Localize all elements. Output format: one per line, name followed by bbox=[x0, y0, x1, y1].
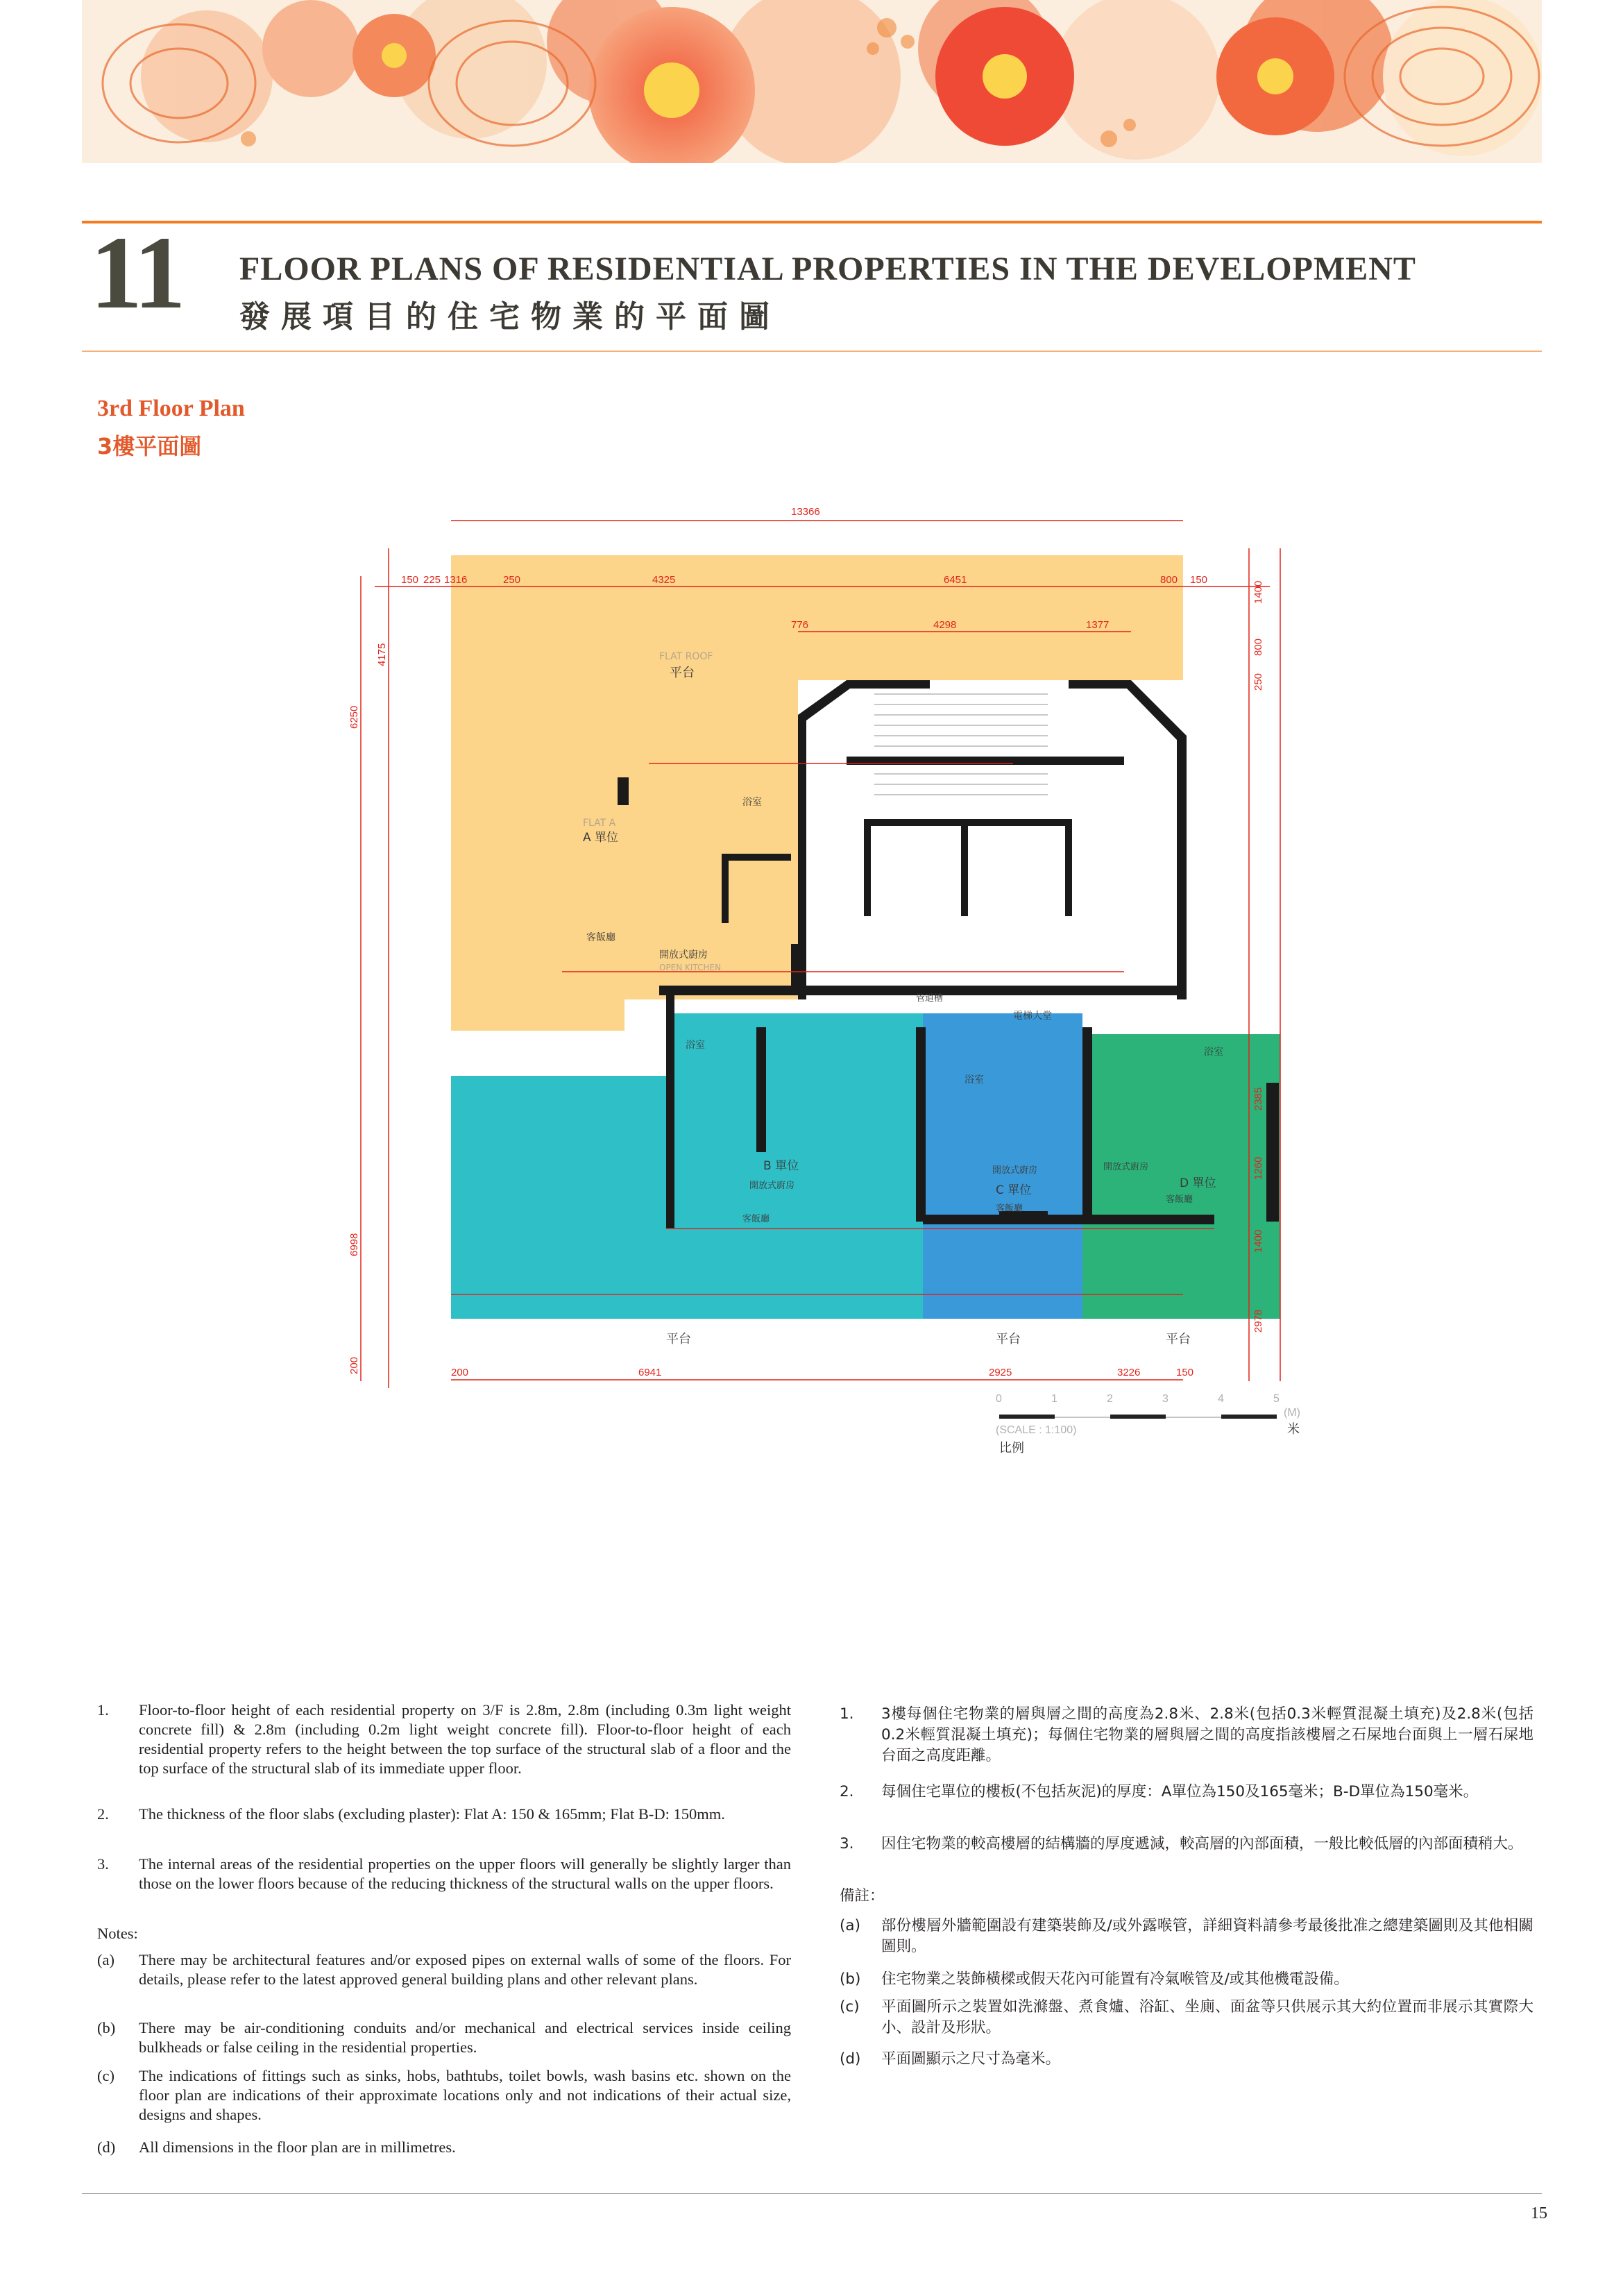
plan-title-en: 3rd Floor Plan bbox=[97, 396, 245, 421]
note-num: (c) bbox=[97, 2067, 114, 2084]
dim-right-1: 800 bbox=[1252, 638, 1264, 656]
dim-roof-2: 1377 bbox=[1086, 619, 1110, 631]
floral-banner bbox=[82, 0, 1542, 163]
wall-segment bbox=[1266, 1083, 1279, 1222]
dim-right-3: 2385 bbox=[1252, 1087, 1264, 1111]
flat-d-bathroom: 浴室 bbox=[1204, 1047, 1223, 1058]
flat-a-label-zh: A 單位 bbox=[583, 831, 619, 845]
note-text: 住宅物業之裝飾橫樑或假天花內可能置有冷氣喉管及/或其他機電設備。 bbox=[881, 1970, 1349, 1988]
lift-wall bbox=[961, 819, 968, 916]
note-text: Floor-to-floor height of each residential property on 3/F is 2.8m, 2.8m (including 0.3m light weight concrete fill) & 2.8m (including 0.2m light weight concrete fill). Floor-to-floor height of each residential property refers to the height between the top surface of the structural slab of a floor and the top surface of the structural slab of its immediate upper floor. bbox=[139, 1701, 791, 1777]
dim-top-5: 6451 bbox=[944, 574, 967, 586]
note-text: 3樓每個住宅物業的層與層之間的高度為2.8米、2.8米(包括0.3米輕質混凝土填充)及2.8米(包括0.2米輕質混凝土填充)；每個住宅物業的層與層之間的高度指該樓層之石屎地台面與上一層石屎地台面之高度距離。 bbox=[881, 1705, 1533, 1764]
wall-segment bbox=[618, 777, 629, 805]
note-text: 每個住宅單位的樓板(不包括灰泥)的厚度：A單位為150及165毫米；B-D單位為150毫米。 bbox=[881, 1783, 1479, 1800]
note-num: (b) bbox=[97, 2019, 116, 2036]
lift-lobby-zh: 電梯大堂 bbox=[1013, 1011, 1052, 1022]
page-number: 15 bbox=[1531, 2204, 1547, 2222]
lift-shaft-1 bbox=[864, 819, 961, 826]
note-text: There may be architectural features and/or exposed pipes on external walls of some of the floors. For details, please refer to the latest approved general building plans and other relevant plans. bbox=[139, 1951, 791, 1988]
flat-d-living-dining: 客飯廳 bbox=[1166, 1195, 1193, 1205]
wall-segment bbox=[666, 986, 674, 1229]
note-num: 3. bbox=[840, 1835, 854, 1852]
floor-plan-drawing bbox=[347, 500, 1318, 1576]
dim-top-3: 250 bbox=[503, 574, 521, 586]
core-area bbox=[798, 680, 1187, 999]
dim-overall-width: 13366 bbox=[791, 506, 820, 518]
scale-tick-4: 4 bbox=[1218, 1393, 1224, 1405]
wall-segment bbox=[756, 1027, 766, 1152]
note-text: 平面圖所示之裝置如洗滌盤、煮食爐、浴缸、坐廁、面盆等只供展示其大約位置而非展示其實際大小、設計及形狀。 bbox=[881, 1998, 1533, 2036]
footer-rule bbox=[82, 2193, 1542, 2194]
wall-segment bbox=[722, 854, 729, 923]
flower-illustration bbox=[82, 0, 1542, 163]
note-num: 2. bbox=[840, 1783, 854, 1800]
notes-heading-zh: 備註： bbox=[840, 1887, 885, 1905]
dim-right-5: 1400 bbox=[1252, 1229, 1264, 1253]
dim-top-4: 4325 bbox=[652, 574, 676, 586]
flat-a-bathroom: 浴室 bbox=[742, 797, 762, 808]
flat-a-kitchen-en: OPEN KITCHEN bbox=[659, 963, 722, 972]
note-text: 部份樓層外牆範圍設有建築裝飾及/或外露喉管，詳細資料請參考最後批准之總建築圖則及其他相關圖則。 bbox=[881, 1917, 1533, 1955]
flat-a-label-en: FLAT A bbox=[583, 818, 616, 829]
dim-left-2: 6998 bbox=[348, 1233, 360, 1256]
section-title-zh: 發展項目的住宅物業的平面圖 bbox=[239, 299, 781, 335]
flat-c-bathroom: 浴室 bbox=[965, 1074, 984, 1086]
dim-top-7: 150 bbox=[1190, 574, 1208, 586]
flat-c-living-dining: 客飯廳 bbox=[996, 1204, 1023, 1214]
note-text: The thickness of the floor slabs (excluding plaster): Flat A: 150 & 165mm; Flat B-D: 150mm. bbox=[139, 1805, 725, 1823]
dim-bottom-2: 2925 bbox=[989, 1367, 1012, 1378]
dim-right-0: 1400 bbox=[1252, 580, 1264, 604]
note-num: 2. bbox=[97, 1805, 109, 1823]
dim-top-6: 800 bbox=[1160, 574, 1178, 586]
wall-segment bbox=[791, 944, 805, 986]
dim-top-0: 150 bbox=[401, 574, 419, 586]
note-text: There may be air-conditioning conduits and/or mechanical and electrical services inside ceiling bulkheads or false ceiling in the residential properties. bbox=[139, 2019, 791, 2056]
wall-segment bbox=[916, 1027, 926, 1222]
dim-right-6: 2978 bbox=[1252, 1309, 1264, 1333]
wall-segment bbox=[722, 854, 791, 861]
scale-bar bbox=[996, 1393, 1300, 1455]
plan-title-zh: 3樓平面圖 bbox=[97, 433, 202, 459]
dim-left-0: 6250 bbox=[348, 705, 360, 729]
section-title-en: FLOOR PLANS OF RESIDENTIAL PROPERTIES IN THE DEVELOPMENT bbox=[239, 251, 1416, 287]
flat-a-living-dining: 客飯廳 bbox=[586, 932, 615, 943]
flat-roof-label-zh: 平台 bbox=[670, 666, 695, 680]
note-text: 平面圖顯示之尺寸為毫米。 bbox=[881, 2050, 1061, 2068]
flat-d-terrace: 平台 bbox=[1166, 1332, 1191, 1347]
flat-roof-label-en: FLAT ROOF bbox=[659, 651, 713, 662]
scale-label-zh: 比例 bbox=[999, 1441, 1024, 1455]
note-text: The internal areas of the residential properties on the upper floors will generally be slightly larger than those on the lower floors because of the reducing thickness of the structural walls on the upper floors. bbox=[139, 1855, 791, 1892]
flat-b-terrace: 平台 bbox=[666, 1332, 691, 1347]
section-number: 11 bbox=[90, 215, 183, 330]
wall-segment bbox=[923, 1215, 1214, 1224]
notes-en bbox=[97, 1700, 791, 2186]
note-num: (a) bbox=[97, 1951, 114, 1968]
note-num: 1. bbox=[97, 1701, 109, 1719]
dim-top-1: 225 bbox=[423, 574, 441, 586]
scale-unit-en: (M) bbox=[1284, 1407, 1300, 1419]
note-num: (b) bbox=[840, 1970, 861, 1988]
note-text: All dimensions in the floor plan are in millimetres. bbox=[139, 2138, 456, 2156]
dim-bottom-3: 3226 bbox=[1117, 1367, 1141, 1378]
dim-bottom-4: 150 bbox=[1176, 1367, 1194, 1378]
scale-tick-3: 3 bbox=[1162, 1393, 1169, 1405]
header-top-rule bbox=[82, 221, 1542, 223]
dim-roof-1: 4298 bbox=[933, 619, 957, 631]
flat-b-bathroom: 浴室 bbox=[686, 1040, 705, 1051]
scale-tick-2: 2 bbox=[1107, 1393, 1113, 1405]
lift-wall bbox=[1065, 819, 1072, 916]
scale-tick-0: 0 bbox=[996, 1393, 1002, 1405]
note-num: (d) bbox=[97, 2138, 116, 2156]
dim-right-4: 1260 bbox=[1252, 1156, 1264, 1180]
header-bottom-rule bbox=[82, 351, 1542, 352]
note-num: (a) bbox=[840, 1917, 860, 1934]
flat-d-label-zh: D 單位 bbox=[1180, 1176, 1216, 1190]
note-text: 因住宅物業的較高樓層的結構牆的厚度遞減，較高層的內部面積，一般比較低層的內部面積稍大。 bbox=[881, 1835, 1523, 1852]
lift-wall bbox=[864, 819, 871, 916]
scale-tick-5: 5 bbox=[1273, 1393, 1280, 1405]
note-num: 1. bbox=[840, 1705, 854, 1723]
note-en-1 bbox=[97, 1700, 791, 1798]
scale-tick-1: 1 bbox=[1051, 1393, 1057, 1405]
note-num: (c) bbox=[840, 1998, 860, 2016]
notes-zh bbox=[840, 1704, 1533, 2120]
scale-text: (SCALE : 1:100) bbox=[996, 1424, 1077, 1436]
dim-left-1: 4175 bbox=[376, 643, 388, 666]
note-num: 3. bbox=[97, 1855, 109, 1873]
flat-c-kitchen: 開放式廚房 bbox=[992, 1165, 1038, 1176]
flat-b-living-dining: 客飯廳 bbox=[742, 1214, 770, 1224]
pipe-duct-label: 管道槽 bbox=[916, 993, 944, 1004]
dim-roof-0: 776 bbox=[791, 619, 809, 631]
note-num: (d) bbox=[840, 2050, 861, 2068]
lift-shaft-2 bbox=[968, 819, 1065, 826]
dim-bottom-0: 200 bbox=[451, 1367, 469, 1378]
dim-bottom-1: 6941 bbox=[638, 1367, 662, 1378]
dim-left-3: 200 bbox=[348, 1356, 360, 1374]
flat-b-label-zh: B 單位 bbox=[763, 1159, 799, 1173]
flat-c-label-zh: C 單位 bbox=[996, 1183, 1032, 1197]
scale-unit-zh: 米 bbox=[1287, 1422, 1300, 1437]
flat-d-kitchen: 開放式廚房 bbox=[1103, 1162, 1149, 1172]
note-text: The indications of fittings such as sinks, hobs, bathtubs, toilet bowls, wash basins etc. shown on the floor plan are indications of their approximate locations only and not indications of their actual size, designs and shapes. bbox=[139, 2067, 791, 2123]
notes-heading-en: Notes: bbox=[97, 1925, 138, 1942]
flat-b-kitchen: 開放式廚房 bbox=[749, 1181, 795, 1191]
wall-segment bbox=[1082, 1027, 1092, 1222]
dim-right-2: 250 bbox=[1252, 673, 1264, 691]
flat-c-terrace: 平台 bbox=[996, 1332, 1021, 1347]
flat-a-kitchen-zh: 開放式廚房 bbox=[659, 949, 708, 961]
dim-top-2: 1316 bbox=[444, 574, 468, 586]
